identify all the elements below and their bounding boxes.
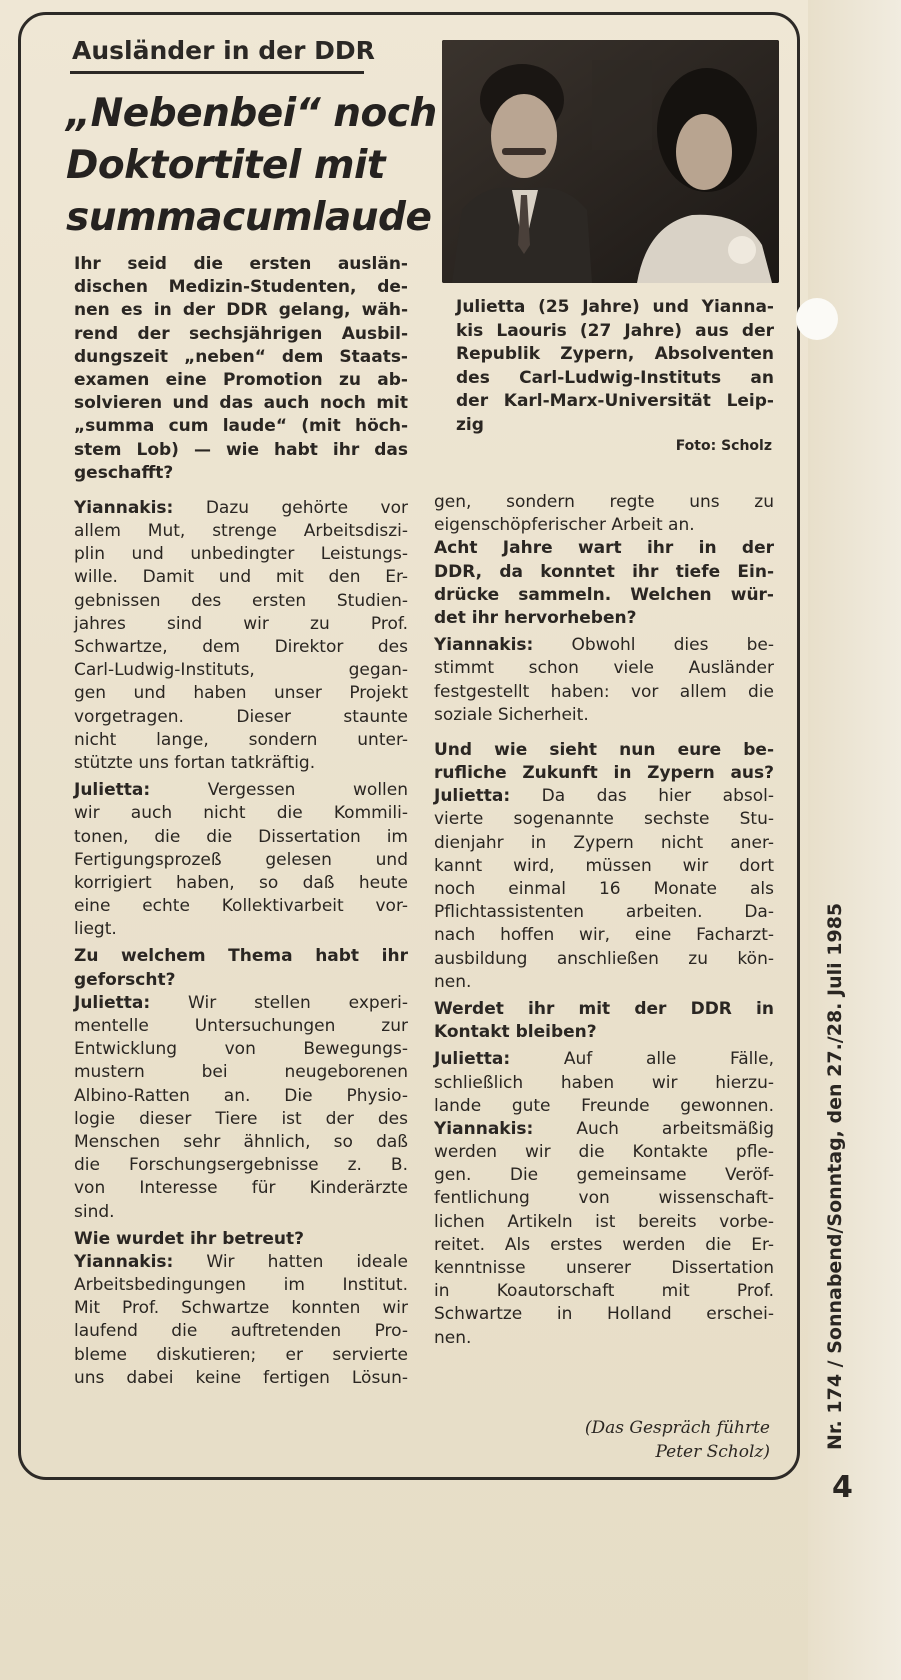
- photo-illustration: [442, 40, 779, 283]
- article-line: werden wir die Kontakte pfle-: [434, 1142, 774, 1163]
- article-line: plin und unbedingter Leistungs-: [74, 544, 408, 565]
- issue-footer: Nr. 174 / Sonnabend/Sonntag, den 27./28. Juli 1985: [824, 902, 846, 1450]
- article-line: reitet. Als erstes werden die Er-: [434, 1234, 774, 1255]
- article-line: examen eine Promotion zu ab-: [74, 369, 408, 390]
- headline-line: Doktortitel mit: [66, 143, 385, 188]
- article-line: dungszeit „neben“ dem Staats-: [74, 346, 408, 367]
- article-line: gen, sondern regte uns zu: [434, 492, 774, 512]
- speaker-text: Wir hatten ideale: [173, 1251, 408, 1272]
- article-line: lichen Artikeln ist bereits vorbe-: [434, 1211, 774, 1232]
- article-line: geschafft?: [74, 462, 174, 483]
- article-line: rufliche Zukunft in Zypern aus?: [434, 763, 774, 784]
- article-line: stem Lob) — wie habt ihr das: [74, 439, 408, 460]
- article-line: bleme diskutieren; er servierte: [74, 1344, 408, 1365]
- article-line: Wie wurdet ihr betreut?: [74, 1228, 305, 1249]
- interviewer-line: Peter Scholz): [655, 1442, 770, 1462]
- photo-caption: [456, 296, 774, 437]
- speaker-text: Auf alle Fälle,: [510, 1049, 774, 1070]
- article-line: stützte uns fortan tatkräftig.: [74, 752, 316, 773]
- speaker-text: Wir stellen experi-: [150, 992, 408, 1013]
- article-line: eigenschöpferischer Arbeit an.: [434, 515, 695, 536]
- article-line: Entwicklung von Bewegungs-: [74, 1039, 408, 1060]
- speaker-name: Julietta:: [434, 1049, 511, 1070]
- article-line: det ihr hervorheben?: [434, 607, 637, 628]
- article-line: laufend die auftretenden Pro-: [74, 1321, 408, 1342]
- speaker-name: Yiannakis:: [434, 1118, 534, 1139]
- speaker-name: Julietta:: [434, 786, 511, 807]
- speaker-text: Da das hier absol-: [510, 786, 774, 807]
- article-line: kenntnisse unserer Dissertation: [434, 1258, 774, 1278]
- speaker-text: Vergessen wollen: [150, 780, 408, 801]
- article-line: Carl-Ludwig-Instituts, gegan-: [74, 660, 408, 681]
- article-line: nen.: [434, 1327, 472, 1348]
- caption-line: des Carl-Ludwig-Instituts an: [456, 367, 774, 388]
- article-line: jahres sind wir zu Prof.: [74, 613, 408, 634]
- article-line: Arbeitsbedingungen im Institut.: [74, 1275, 408, 1296]
- article-line: mentelle Untersuchungen zur: [74, 1016, 408, 1036]
- article-line: Schwartze in Holland erschei-: [434, 1304, 774, 1325]
- caption-line: kis Laouris (27 Jahre) aus der: [456, 320, 774, 341]
- article-line: in Koautorschaft mit Prof.: [434, 1281, 774, 1302]
- speaker-name: Julietta:: [74, 780, 151, 801]
- page-number: 4: [832, 1470, 853, 1505]
- article-line: liegt.: [74, 919, 117, 940]
- headline: [66, 88, 437, 244]
- interviewer-line: (Das Gespräch führte: [584, 1418, 770, 1438]
- article-line: [74, 1251, 408, 1274]
- article-line: dischen Medizin-Studenten, de-: [74, 277, 408, 298]
- article-line: [74, 992, 408, 1015]
- page-margin: [808, 0, 901, 1680]
- interviewer-credit: [470, 1416, 770, 1464]
- article-line: nicht lange, sondern unter-: [74, 729, 408, 750]
- speaker-name: Yiannakis:: [434, 635, 534, 656]
- article-line: stimmt schon viele Ausländer: [434, 658, 774, 679]
- article-line: Menschen sehr ähnlich, so daß: [74, 1131, 408, 1152]
- article-line: eine echte Kollektivarbeit vor-: [74, 896, 408, 917]
- article-line: wir auch nicht die Kommili-: [74, 803, 408, 824]
- article-line: ausbildung anschließen zu kön-: [434, 948, 774, 969]
- article-line: [434, 1048, 774, 1071]
- article-line: die Forschungsergebnisse z. B.: [74, 1155, 408, 1176]
- punch-hole: [796, 298, 838, 340]
- article-line: Ihr seid die ersten auslän-: [74, 254, 408, 274]
- article-line: DDR, da konntet ihr tiefe Ein-: [434, 561, 774, 582]
- article-line: [434, 785, 774, 808]
- speaker-name: Yiannakis:: [74, 497, 174, 518]
- article-line: [74, 779, 408, 802]
- article-line: solvieren und das auch noch mit: [74, 393, 408, 414]
- article-line: korrigiert haben, so daß heute: [74, 872, 408, 893]
- caption-line: der Karl-Marx-Universität Leip-: [456, 391, 774, 411]
- speaker-text: Obwohl dies be-: [533, 635, 774, 656]
- article-line: nen es in der DDR gelang, wäh-: [74, 300, 408, 321]
- article-line: festgestellt haben: vor allem die: [434, 681, 774, 702]
- article-line: nen.: [434, 971, 472, 992]
- article-line: dienjahr in Zypern nicht aner-: [434, 832, 774, 853]
- article-line: drücke sammeln. Welchen wür-: [434, 584, 774, 605]
- article-line: Mit Prof. Schwartze konnten wir: [74, 1298, 408, 1319]
- article-line: von Interesse für Kinderärzte: [74, 1178, 408, 1199]
- speaker-text: Auch arbeitsmäßig: [533, 1118, 774, 1139]
- article-line: rend der sechsjährigen Ausbil-: [74, 323, 408, 344]
- article-line: logie dieser Tiere ist der des: [74, 1108, 408, 1129]
- article-line: Albino-Ratten an. Die Physio-: [74, 1085, 408, 1106]
- article-line: tonen, die die Dissertation im: [74, 826, 408, 847]
- article-line: geforscht?: [74, 969, 176, 990]
- article-line: sind.: [74, 1201, 115, 1222]
- article-line: mustern bei neugeborenen: [74, 1062, 408, 1083]
- article-line: soziale Sicherheit.: [434, 704, 589, 725]
- speaker-name: Yiannakis:: [74, 1251, 174, 1272]
- article-line: [434, 1118, 774, 1141]
- article-line: Werdet ihr mit der DDR in: [434, 998, 774, 1019]
- headline-line: „Nebenbei“ noch: [66, 91, 437, 136]
- headline-line: summacumlaude: [66, 195, 432, 240]
- speaker-name: Julietta:: [74, 992, 151, 1013]
- article-line: gen. Die gemeinsame Veröf-: [434, 1165, 774, 1186]
- article-line: Schwartze, dem Direktor des: [74, 637, 408, 657]
- article-line: Und wie sieht nun eure be-: [434, 739, 774, 760]
- article-line: uns dabei keine fertigen Lösun-: [74, 1367, 408, 1388]
- article-line: lande gute Freunde gewonnen.: [434, 1095, 774, 1116]
- article-line: kannt wird, müssen wir dort: [434, 855, 774, 876]
- article-line: wille. Damit und mit den Er-: [74, 567, 408, 588]
- article-line: [74, 497, 408, 520]
- article-line: [434, 634, 774, 657]
- article-line: gebnissen des ersten Studien-: [74, 590, 408, 611]
- article-line: schließlich haben wir hierzu-: [434, 1072, 774, 1093]
- article-line: fentlichung von wissenschaft-: [434, 1188, 774, 1209]
- article-line: gen und haben unser Projekt: [74, 683, 408, 704]
- caption-line: Julietta (25 Jahre) und Yianna-: [456, 297, 774, 317]
- caption-line: zig: [456, 414, 484, 435]
- article-line: Kontakt bleiben?: [434, 1022, 597, 1043]
- article-line: allem Mut, strenge Arbeitsdiszi-: [74, 521, 408, 542]
- caption-line: Republik Zypern, Absolventen: [456, 344, 774, 364]
- article-line: noch einmal 16 Monate als: [434, 879, 774, 899]
- article-line: vorgetragen. Dieser staunte: [74, 706, 408, 727]
- rubric-underline: [70, 71, 364, 74]
- article-line: nach hoffen wir, eine Facharzt-: [434, 925, 774, 946]
- rubric-label: Ausländer in der DDR: [72, 36, 375, 65]
- article-line: Fertigungsprozeß gelesen und: [74, 849, 408, 870]
- photo-credit: Foto: Scholz: [675, 438, 772, 454]
- article-line: Zu welchem Thema habt ihr: [74, 946, 408, 967]
- article-column-right: [434, 491, 774, 1350]
- speaker-text: Dazu gehörte vor: [173, 497, 408, 518]
- article-column-left: [74, 253, 408, 1390]
- article-line: Acht Jahre wart ihr in der: [434, 538, 774, 559]
- photo: [442, 40, 779, 283]
- article-line: vierte sogenannte sechste Stu-: [434, 809, 774, 830]
- article-line: Pflichtassistenten arbeiten. Da-: [434, 902, 774, 923]
- article-line: „summa cum laude“ (mit höch-: [74, 416, 408, 437]
